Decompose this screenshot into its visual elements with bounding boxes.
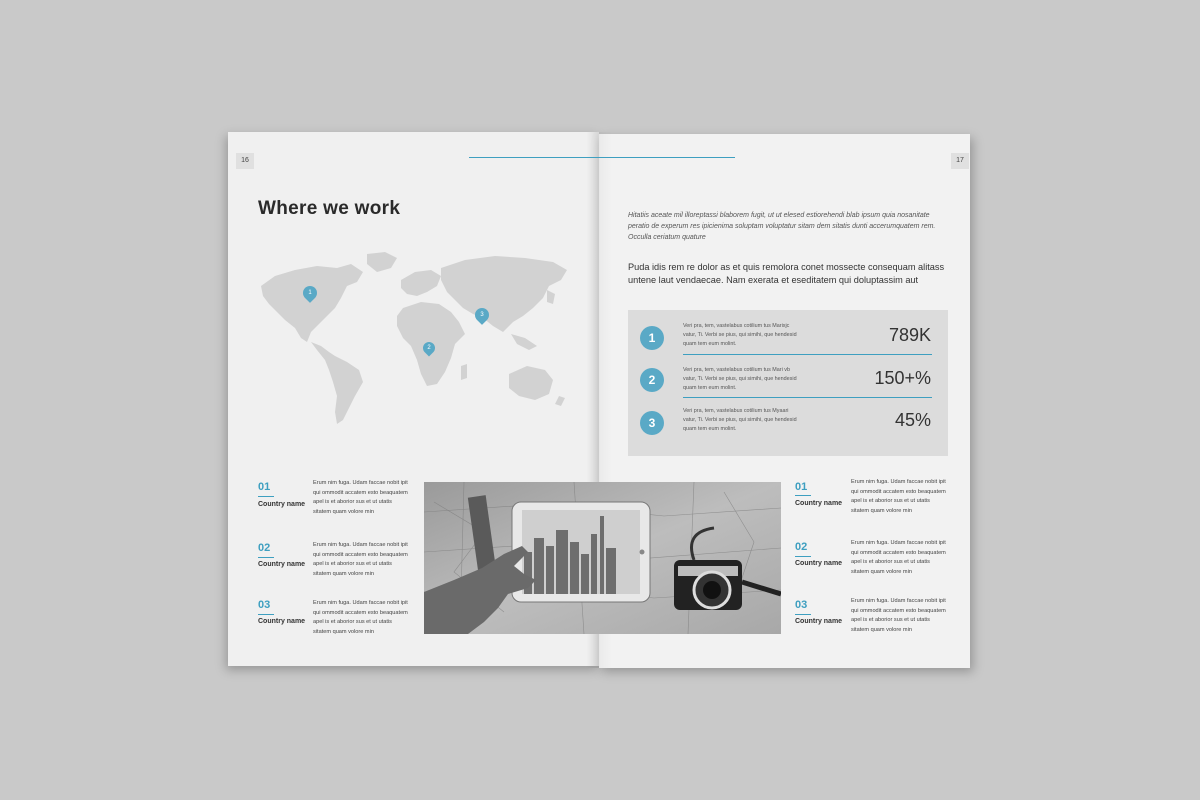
stat-description: Veri pra, tem, vastelabus cotilium tus Mari vb vatur, Ti. Verbi se pius, qui simihi, que hendesid quam tem eum molint. (683, 367, 797, 391)
stat-rule (683, 354, 932, 355)
country-text: Erum nim fuga. Udam faccae nobit ipit qui ommodit accatem esto beaquatem apel is et aborior sus et ut utatis sitatem quam volore min (313, 600, 408, 635)
country-text: Erum nim fuga. Udam faccae nobit ipit qui ommodit accatem esto beaquatem apel is et aborior sus et ut utatis sitatem quam volore min (313, 542, 408, 577)
top-accent-line-left (469, 157, 599, 158)
world-map (255, 246, 575, 426)
page-number-left: 16 (236, 153, 254, 169)
stat-value: 150+% (874, 368, 931, 388)
country-number: 02 (795, 541, 808, 553)
country-text: Erum nim fuga. Udam faccae nobit ipit qui ommodit accatem esto beaquatem apel is et aborior sus et ut utatis sitatem quam volore min (851, 479, 946, 514)
stat-description: Veri pra, tem, vastelabus cotilium tus Marixjc vatur, Ti. Verbi se pius, qui simihi, que hendesid quam tem eum molint. (683, 323, 797, 347)
map-pin-2[interactable]: 2 (421, 340, 438, 357)
stat-description: Veri pra, tem, vastelabus cotilium tus Myaari vatur, Ti. Verbi se pius, qui simihi, que hendesid quam tem eum molint. (683, 408, 797, 432)
map-pin-3[interactable]: 3 (472, 305, 492, 325)
country-name: Country name (795, 560, 843, 567)
country-number: 01 (258, 481, 271, 493)
top-accent-line-right (599, 157, 735, 158)
page-title: Where we work (258, 198, 401, 219)
stat-value: 789K (888, 325, 931, 345)
country-text: Erum nim fuga. Udam faccae nobit ipit qui ommodit accatem esto beaquatem apel is et aborior sus et ut utatis sitatem quam volore min (851, 540, 946, 575)
country-name: Country name (795, 500, 843, 507)
stat-number-badge: 2 (640, 368, 664, 392)
country-rule (795, 495, 811, 496)
country-name: Country name (258, 618, 306, 625)
lead-paragraph: Puda idis rem re dolor as et quis remolora conet mossecte consequam alitass untene laut vendaecae. Nam exerata et eseditatem qui doluptassim aut (628, 262, 945, 285)
country-rule (258, 496, 274, 497)
country-number: 03 (795, 599, 808, 611)
stat-value: 45% (894, 410, 931, 430)
country-rule (795, 556, 811, 557)
photo-graphic (424, 482, 781, 634)
country-number: 02 (258, 542, 271, 554)
country-rule (795, 614, 811, 615)
photo-tablet-camera-map (424, 482, 781, 634)
country-text: Erum nim fuga. Udam faccae nobit ipit qui ommodit accatem esto beaquatem apel is et aborior sus et ut utatis sitatem quam volore min (851, 598, 946, 633)
country-name: Country name (795, 618, 843, 625)
country-number: 03 (258, 599, 271, 611)
stat-number-badge: 3 (640, 411, 664, 435)
country-number: 01 (795, 481, 808, 493)
stat-rule (683, 397, 932, 398)
intro-paragraph: Hitatiis aceate mil illoreptassi blaborem fugit, ut ut elesed estiorehendi blab ipsum quia nosanitate peratio de experum res ipicienima soluptam voluptatur sitam dem sitatis dunti accerumquatem rem. Occulla ceriatum quature (628, 212, 936, 241)
country-name: Country name (258, 561, 306, 568)
stat-number-badge: 1 (640, 326, 664, 350)
country-rule (258, 614, 274, 615)
country-text: Erum nim fuga. Udam faccae nobit ipit qui ommodit accatem esto beaquatem apel is et aborior sus et ut utatis sitatem quam volore min (313, 480, 408, 515)
world-map-graphic (255, 246, 575, 426)
country-name: Country name (258, 501, 306, 508)
map-pin-1[interactable]: 1 (300, 283, 320, 303)
page-number-right: 17 (951, 153, 969, 169)
country-rule (258, 557, 274, 558)
